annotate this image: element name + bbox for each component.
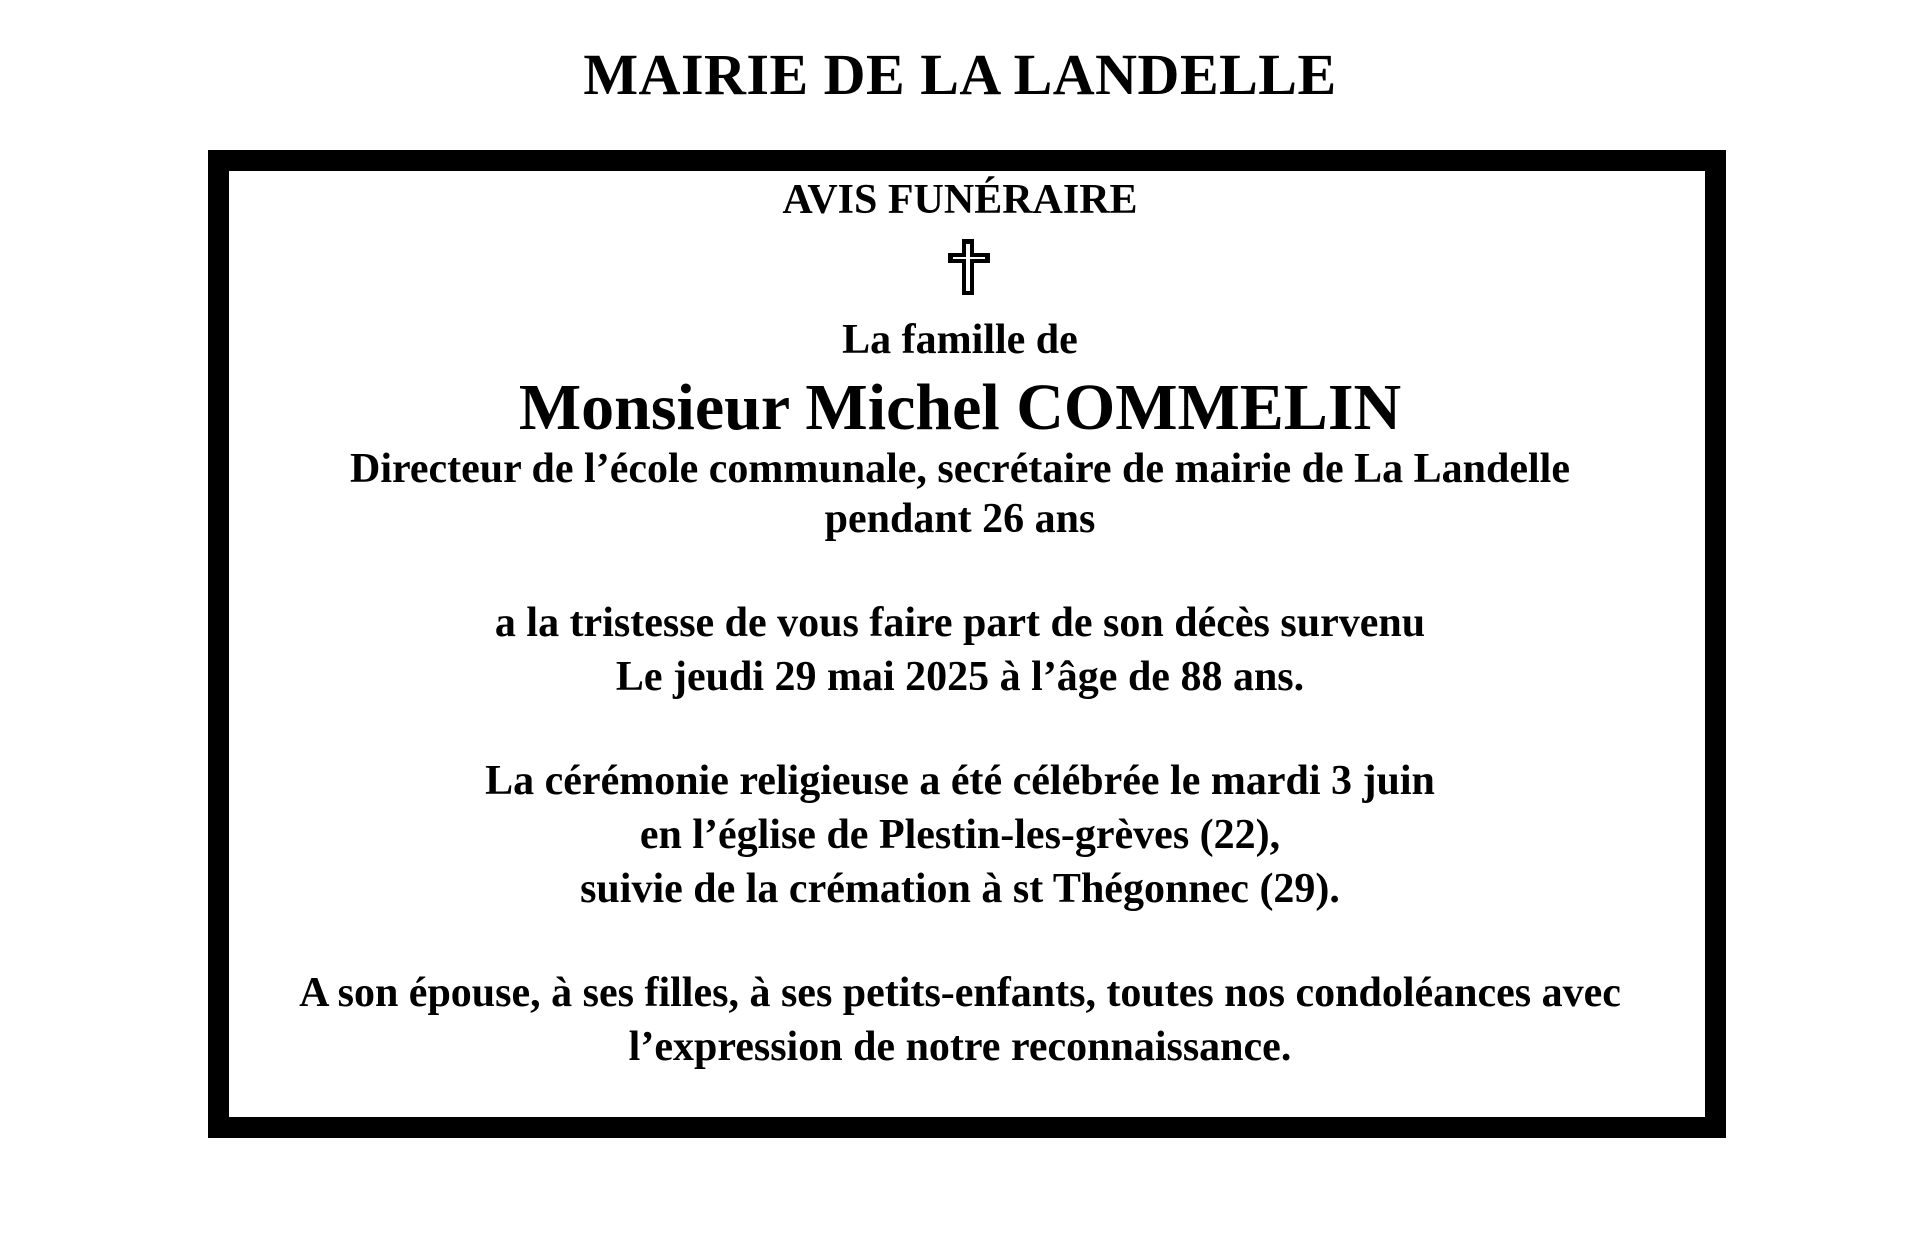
page-title: MAIRIE DE LA LANDELLE — [583, 42, 1337, 107]
role-line-2: pendant 26 ans — [824, 496, 1096, 542]
announcement-line-1: a la tristesse de vous faire part de son décès survenu — [494, 600, 1426, 646]
ceremony-line-3: suivie de la crémation à st Thégonnec (29). — [580, 866, 1340, 912]
notice-heading: AVIS FUNÉRAIRE — [782, 177, 1138, 223]
condolences-line-2: l’expression de notre reconnaissance. — [628, 1024, 1292, 1070]
announcement-line-2: Le jeudi 29 mai 2025 à l’âge de 88 ans. — [615, 654, 1305, 700]
role-line-1: Directeur de l’école communale, secrétaire de mairie de La Landelle — [350, 446, 1570, 492]
deceased-name: Monsieur Michel COMMELIN — [518, 371, 1402, 444]
family-line: La famille de — [842, 317, 1078, 363]
ceremony-line-2: en l’église de Plestin-les-grèves (22), — [639, 812, 1281, 858]
cross-icon — [943, 236, 995, 298]
ceremony-line-1: La cérémonie religieuse a été célébrée le mardi 3 juin — [485, 758, 1435, 804]
condolences-line-1: A son épouse, à ses filles, à ses petits-enfants, toutes nos condoléances avec — [299, 970, 1621, 1016]
